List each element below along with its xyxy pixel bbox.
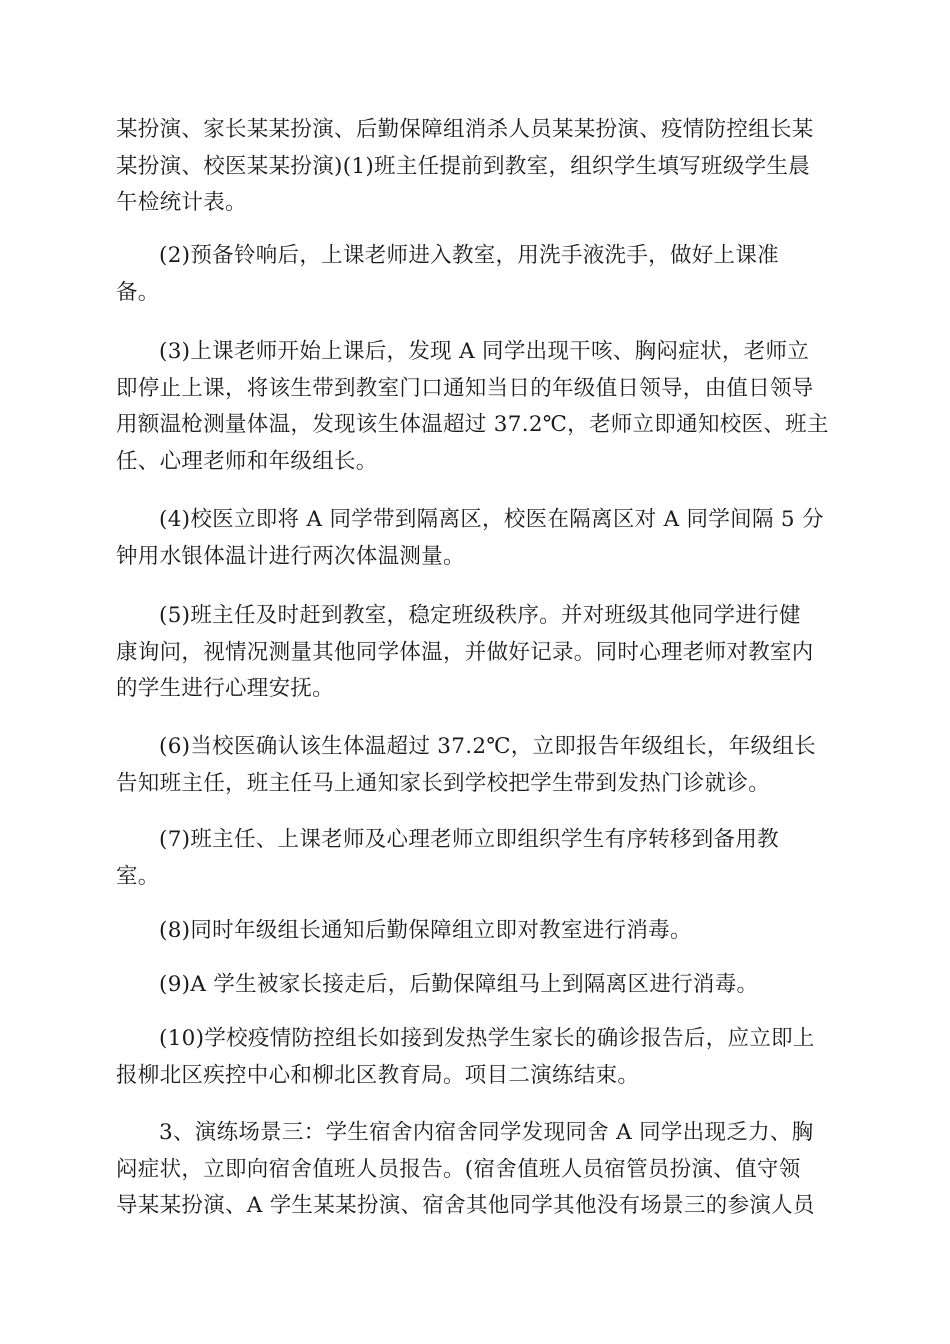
text-line: (6)当校医确认该生体温超过 37.2℃，立即报告年级组长，年级组长 [159,734,816,759]
text-line: 闷症状，立即向宿舍值班人员报告。(宿舍值班人员宿管员扮演、值守领 [116,1156,801,1182]
text-line: (10)学校疫情防控组长如接到发热学生家长的确诊报告后，应立即上 [159,1026,815,1051]
text-line: (8)同时年级组长通知后勤保障组立即对教室进行消毒。 [159,918,692,943]
paragraph-step-5 [116,598,836,708]
text-line: 导某某扮演、A 学生某某扮演、宿舍其他同学其他没有场景三的参演人员 [116,1193,815,1218]
text-line: (5)班主任及时赶到教室，稳定班级秩序。并对班级其他同学进行健 [159,603,801,628]
text-line: 备。 [116,279,160,305]
text-line: 的学生进行心理安抚。 [116,676,335,701]
text-line: 钟用水银体温计进行两次体温测量。 [116,543,465,569]
paragraph-step-4 [116,502,836,575]
text-line: 某扮演、家长某某扮演、后勤保障组消杀人员某某扮演、疫情防控组长某 [116,117,814,142]
paragraph-step-8 [116,913,836,950]
text-line: 午检统计表。 [116,190,247,215]
text-line: 用额温枪测量体温，发现该生体温超过 37.2℃，老师立即通知校医、班主 [116,412,829,437]
paragraph-step-10 [116,1021,836,1094]
text-line: (9)A 学生被家长接走后，后勤保障组马上到隔离区进行消毒。 [159,972,759,997]
text-line: (7)班主任、上课老师及心理老师立即组织学生有序转移到备用教 [159,827,779,852]
text-line: (2)预备铃响后，上课老师进入教室，用洗手液洗手，做好上课准 [159,243,779,268]
paragraph-step-6 [116,729,836,802]
paragraph-step-7 [116,822,836,895]
text-line: 室。 [116,863,160,889]
text-line: 某扮演、校医某某扮演)(1)班主任提前到教室，组织学生填写班级学生晨 [116,153,811,179]
text-line: 任、心理老师和年级组长。 [116,448,378,474]
text-line: 即停止上课，将该生带到教室门口通知当日的年级值日领导，由值日领导 [116,375,814,401]
text-line: (3)上课老师开始上课后，发现 A 同学出现干咳、胸闷症状，老师立 [159,339,810,364]
paragraph-intro [116,112,836,222]
text-line: 3、演练场景三：学生宿舍内宿舍同学发现同舍 A 同学出现乏力、胸 [159,1120,814,1145]
text-line: 告知班主任，班主任马上通知家长到学校把学生带到发热门诊就诊。 [116,770,771,796]
paragraph-scenario-3 [116,1115,836,1225]
text-line: 报柳北区疾控中心和柳北区教育局。项目二演练结束。 [116,1062,640,1088]
text-line: (4)校医立即将 A 同学带到隔离区，校医在隔离区对 A 同学间隔 5 分 [159,507,824,532]
paragraph-step-9 [116,967,836,1004]
text-line: 康询问，视情况测量其他同学体温，并做好记录。同时心理老师对教室内 [116,639,814,665]
paragraph-step-2 [116,238,836,311]
paragraph-step-3 [116,334,836,480]
